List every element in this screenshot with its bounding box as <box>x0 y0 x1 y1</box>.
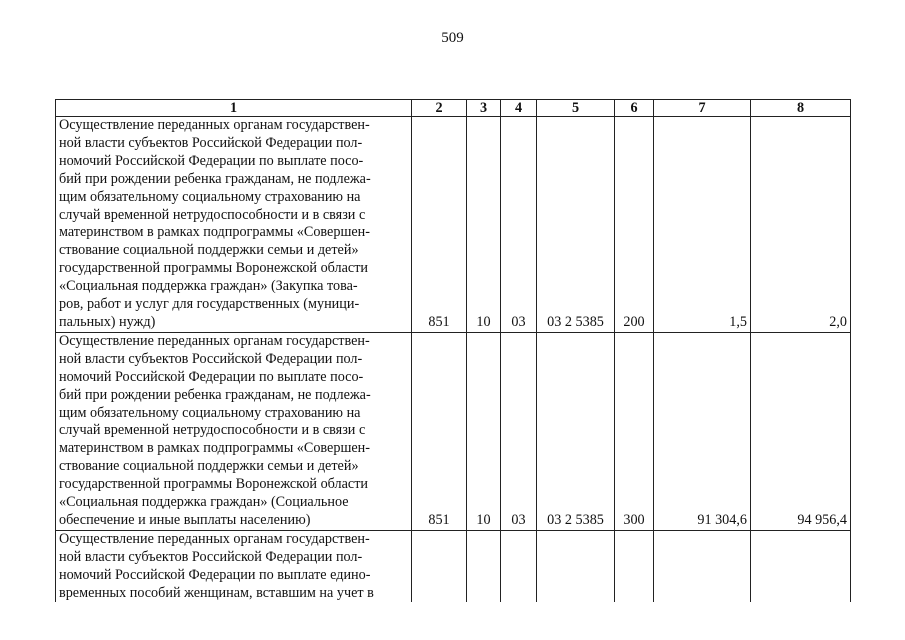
description-line: обеспечение и иные выплаты населению) <box>59 511 311 528</box>
cell-subsection: 03 <box>501 117 537 333</box>
description-line: ров, работ и услуг для государственных (муници- <box>59 296 360 313</box>
description-line: бий при рождении ребенка гражданам, не подлежа- <box>59 170 371 187</box>
cell-expense-type: 200 <box>615 117 654 333</box>
header-col-1: 1 <box>56 100 412 117</box>
cell-expense-type: 300 <box>615 332 654 530</box>
row-description <box>56 117 412 333</box>
cell-amount-col8: 94 956,4 <box>751 332 851 530</box>
description-line: государственной программы Воронежской области <box>59 260 368 277</box>
cell-ministry-code: 851 <box>412 332 467 530</box>
description-line: номочий Российской Федерации по выплате едино- <box>59 566 371 583</box>
description-line: Осуществление переданных органам государствен- <box>59 117 370 133</box>
header-col-4: 4 <box>501 100 537 117</box>
description-line: щим обязательному социальному страхованию на <box>59 404 361 421</box>
description-line: ной власти субъектов Российской Федерации пол- <box>59 350 363 367</box>
description-line: ной власти субъектов Российской Федерации пол- <box>59 548 363 565</box>
description-line: государственной программы Воронежской области <box>59 476 368 493</box>
cell-amount-col7 <box>654 530 751 602</box>
header-col-6: 6 <box>615 100 654 117</box>
cell-amount-col8 <box>751 530 851 602</box>
cell-amount-col7: 1,5 <box>654 117 751 333</box>
description-line: бий при рождении ребенка гражданам, не подлежа- <box>59 386 371 403</box>
description-line: ной власти субъектов Российской Федерации пол- <box>59 134 363 151</box>
description-line: случай временной нетрудоспособности и в связи с <box>59 206 366 223</box>
cell-amount-col8: 2,0 <box>751 117 851 333</box>
description-line: «Социальная поддержка граждан» (Социальное <box>59 494 349 511</box>
cell-target-article <box>537 530 615 602</box>
description-line: номочий Российской Федерации по выплате посо- <box>59 152 364 169</box>
cell-section <box>467 530 501 602</box>
description-line: материнством в рамках подпрограммы «Совершен- <box>59 440 370 457</box>
cell-subsection <box>501 530 537 602</box>
budget-table <box>55 99 851 602</box>
description-line: ствование социальной поддержки семьи и детей» <box>59 242 359 259</box>
table-row <box>56 332 851 530</box>
description-line: пальных) нужд) <box>59 313 156 330</box>
cell-ministry-code: 851 <box>412 117 467 333</box>
row-description <box>56 332 412 530</box>
cell-expense-type <box>615 530 654 602</box>
header-col-8: 8 <box>751 100 851 117</box>
cell-target-article: 03 2 5385 <box>537 332 615 530</box>
cell-ministry-code <box>412 530 467 602</box>
cell-subsection: 03 <box>501 332 537 530</box>
description-line: временных пособий женщинам, вставшим на учет в <box>59 584 374 601</box>
table-row <box>56 117 851 333</box>
description-line: номочий Российской Федерации по выплате посо- <box>59 368 364 385</box>
description-line: Осуществление переданных органам государствен- <box>59 530 370 547</box>
header-col-7: 7 <box>654 100 751 117</box>
header-col-5: 5 <box>537 100 615 117</box>
cell-section: 10 <box>467 117 501 333</box>
row-description <box>56 530 412 602</box>
header-col-2: 2 <box>412 100 467 117</box>
cell-section: 10 <box>467 332 501 530</box>
table-row <box>56 530 851 602</box>
header-row <box>56 100 851 117</box>
header-col-3: 3 <box>467 100 501 117</box>
description-line: Осуществление переданных органам государствен- <box>59 332 370 349</box>
page-number: 509 <box>441 30 464 46</box>
cell-target-article: 03 2 5385 <box>537 117 615 333</box>
description-line: ствование социальной поддержки семьи и детей» <box>59 458 359 475</box>
description-line: материнством в рамках подпрограммы «Совершен- <box>59 224 370 241</box>
description-line: случай временной нетрудоспособности и в связи с <box>59 422 366 439</box>
cell-amount-col7: 91 304,6 <box>654 332 751 530</box>
description-line: «Социальная поддержка граждан» (Закупка това- <box>59 278 358 295</box>
description-line: щим обязательному социальному страхованию на <box>59 188 361 205</box>
